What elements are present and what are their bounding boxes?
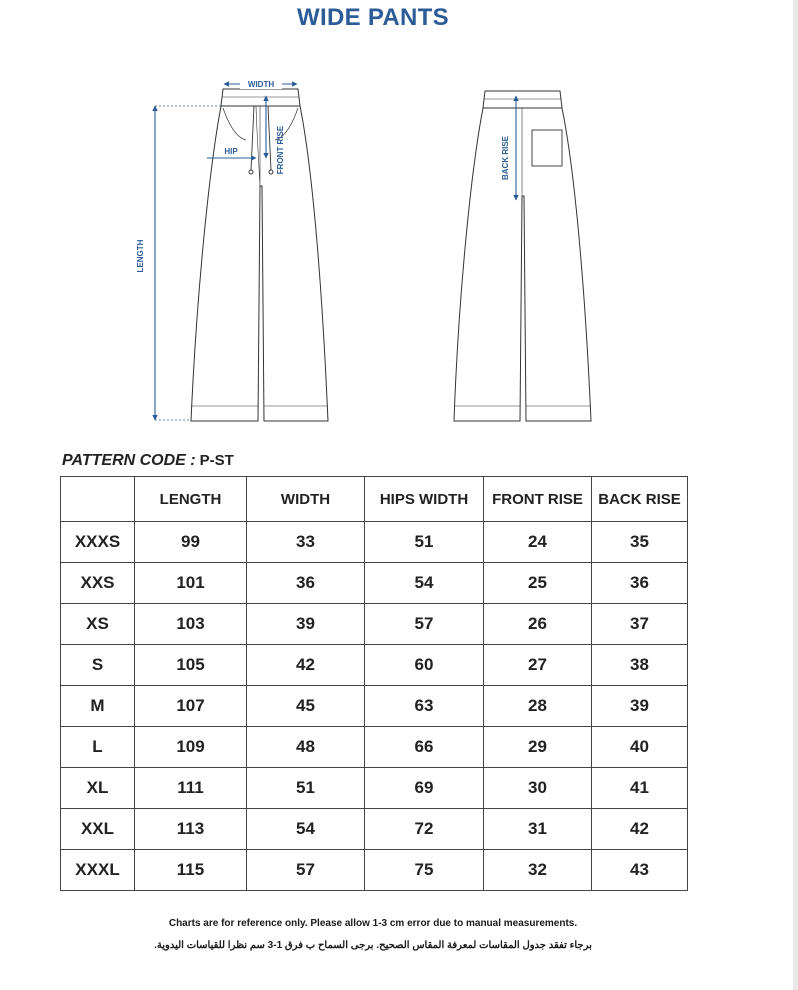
table-row xyxy=(61,686,688,727)
table-cell: 38 xyxy=(592,645,688,686)
table-cell: 51 xyxy=(247,768,365,809)
table-header-cell: LENGTH xyxy=(135,477,247,522)
size-cell: XXXL xyxy=(61,850,135,891)
table-cell: 31 xyxy=(484,809,592,850)
table-cell: 42 xyxy=(592,809,688,850)
table-cell: 36 xyxy=(247,563,365,604)
table-cell: 54 xyxy=(247,809,365,850)
page-title: WIDE PANTS xyxy=(297,4,449,31)
table-cell: 30 xyxy=(484,768,592,809)
hip-label: HIP xyxy=(224,147,238,156)
table-cell: 69 xyxy=(365,768,484,809)
table-cell: 101 xyxy=(135,563,247,604)
size-cell: M xyxy=(61,686,135,727)
table-row xyxy=(61,727,688,768)
table-row xyxy=(61,563,688,604)
table-row xyxy=(61,809,688,850)
pattern-code-label: PATTERN CODE : xyxy=(62,452,196,469)
table-cell: 63 xyxy=(365,686,484,727)
table-cell: 32 xyxy=(484,850,592,891)
table-header-cell xyxy=(61,477,135,522)
table-cell: 27 xyxy=(484,645,592,686)
table-cell: 48 xyxy=(247,727,365,768)
disclaimer-arabic: برجاء تفقد جدول المقاسات لمعرفة المقاس الصحيح. برجى السماح ب فرق 1-3 سم نظرا للقياسات اليدوية. xyxy=(154,940,592,951)
table-cell: 41 xyxy=(592,768,688,809)
pattern-code xyxy=(62,452,234,470)
size-cell: XXXS xyxy=(61,522,135,563)
width-label: WIDTH xyxy=(247,80,275,89)
table-cell: 29 xyxy=(484,727,592,768)
table-cell: 45 xyxy=(247,686,365,727)
table-cell: 54 xyxy=(365,563,484,604)
table-cell: 60 xyxy=(365,645,484,686)
disclaimer-english: Charts are for reference only. Please allow 1-3 cm error due to manual measurements. xyxy=(168,918,578,929)
table-header-cell: FRONT RISE xyxy=(484,477,592,522)
table-cell: 103 xyxy=(135,604,247,645)
table-row xyxy=(61,604,688,645)
back-rise-label: BACK RISE xyxy=(501,135,510,181)
table-cell: 39 xyxy=(592,686,688,727)
table-cell: 51 xyxy=(365,522,484,563)
table-row xyxy=(61,522,688,563)
size-cell: XXL xyxy=(61,809,135,850)
pants-diagram xyxy=(120,66,620,438)
table-cell: 26 xyxy=(484,604,592,645)
table-cell: 111 xyxy=(135,768,247,809)
table-header-row xyxy=(61,477,688,522)
table-cell: 42 xyxy=(247,645,365,686)
length-label: LENGTH xyxy=(136,239,145,273)
table-cell: 33 xyxy=(247,522,365,563)
table-cell: 105 xyxy=(135,645,247,686)
table-cell: 39 xyxy=(247,604,365,645)
size-cell: L xyxy=(61,727,135,768)
size-cell: S xyxy=(61,645,135,686)
table-cell: 43 xyxy=(592,850,688,891)
front-pants-drawing xyxy=(191,89,328,421)
size-cell: XL xyxy=(61,768,135,809)
size-cell: XS xyxy=(61,604,135,645)
table-cell: 107 xyxy=(135,686,247,727)
table-cell: 57 xyxy=(365,604,484,645)
table-cell: 28 xyxy=(484,686,592,727)
table-header-cell: WIDTH xyxy=(247,477,365,522)
table-cell: 36 xyxy=(592,563,688,604)
table-row xyxy=(61,768,688,809)
table-cell: 57 xyxy=(247,850,365,891)
table-cell: 66 xyxy=(365,727,484,768)
table-cell: 109 xyxy=(135,727,247,768)
front-rise-label: FRONT RISE xyxy=(276,125,285,175)
table-cell: 113 xyxy=(135,809,247,850)
table-cell: 35 xyxy=(592,522,688,563)
table-row xyxy=(61,645,688,686)
table-header-cell: BACK RISE xyxy=(592,477,688,522)
size-cell: XXS xyxy=(61,563,135,604)
table-cell: 99 xyxy=(135,522,247,563)
table-cell: 75 xyxy=(365,850,484,891)
table-cell: 115 xyxy=(135,850,247,891)
pattern-code-value: P-ST xyxy=(199,452,234,469)
table-cell: 37 xyxy=(592,604,688,645)
table-cell: 24 xyxy=(484,522,592,563)
table-cell: 40 xyxy=(592,727,688,768)
back-pants-drawing xyxy=(454,91,591,421)
table-row xyxy=(61,850,688,891)
size-table xyxy=(60,476,688,891)
table-header-cell: HIPS WIDTH xyxy=(365,477,484,522)
page-edge-shadow xyxy=(793,0,798,990)
table-cell: 72 xyxy=(365,809,484,850)
table-cell: 25 xyxy=(484,563,592,604)
